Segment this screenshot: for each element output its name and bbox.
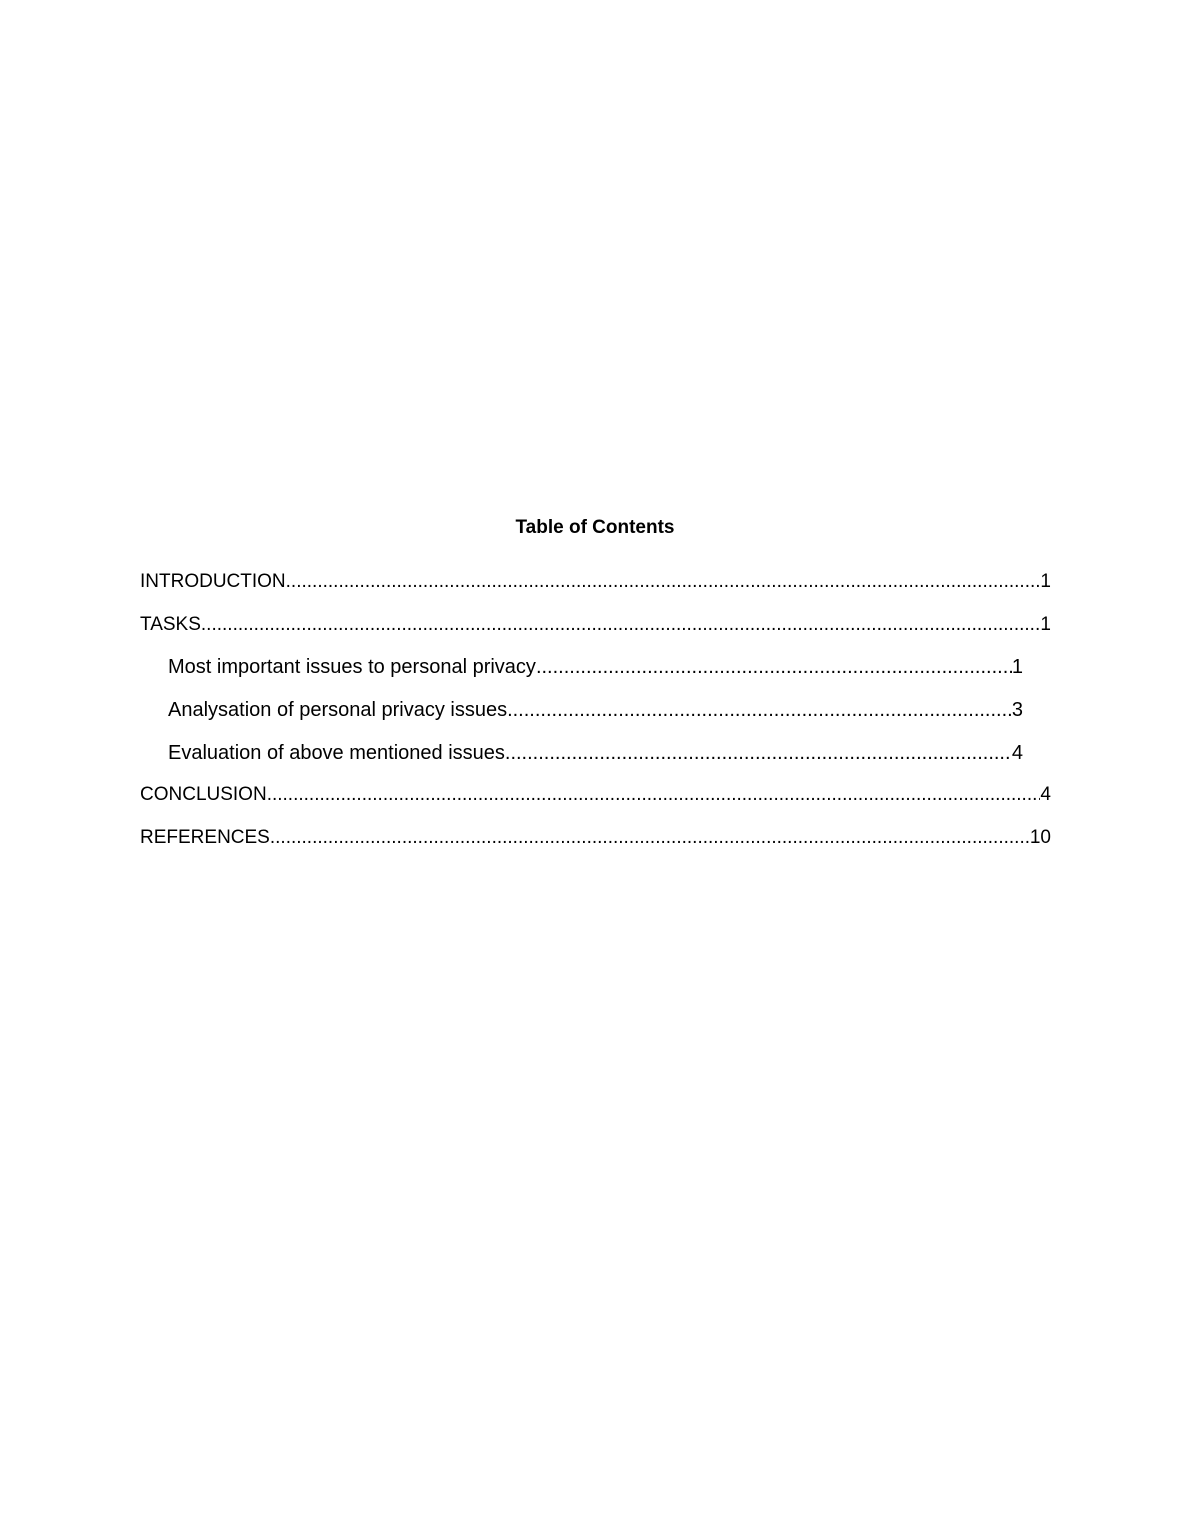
toc-dot-leader — [505, 740, 1012, 766]
toc-entry-tasks[interactable] — [140, 612, 1051, 638]
toc-page-number: 1 — [1040, 614, 1051, 635]
toc-entry-evaluation[interactable] — [168, 740, 1023, 766]
toc-entry-label: TASKS — [140, 614, 201, 635]
toc-dot-leader — [267, 782, 1041, 808]
toc-entry-label: Most important issues to personal privacy — [168, 656, 536, 678]
toc-dot-leader — [201, 612, 1041, 638]
toc-dot-leader — [507, 697, 1012, 723]
toc-entry-label: CONCLUSION — [140, 784, 267, 805]
toc-entry-label: INTRODUCTION — [140, 571, 286, 592]
toc-entry-conclusion[interactable] — [140, 782, 1051, 808]
toc-page-number: 10 — [1029, 827, 1051, 848]
toc-entry-label: REFERENCES — [140, 827, 270, 848]
toc-dot-leader — [286, 569, 1041, 595]
toc-entry-most-important-issues[interactable] — [168, 654, 1023, 680]
toc-page-number: 1 — [1011, 656, 1023, 678]
toc-entry-references[interactable] — [140, 825, 1051, 851]
toc-dot-leader — [270, 825, 1030, 851]
toc-page-number: 3 — [1011, 699, 1023, 721]
toc-page-number: 1 — [1040, 571, 1051, 592]
toc-entry-analysation[interactable] — [168, 697, 1023, 723]
toc-dot-leader — [536, 654, 1012, 680]
toc-title: Table of Contents — [515, 517, 675, 538]
toc-entry-label: Evaluation of above mentioned issues — [168, 742, 505, 764]
toc-page-number: 4 — [1040, 784, 1051, 805]
toc-entry-introduction[interactable] — [140, 569, 1051, 595]
toc-entry-label: Analysation of personal privacy issues — [168, 699, 508, 721]
toc-page-number: 4 — [1011, 742, 1023, 764]
